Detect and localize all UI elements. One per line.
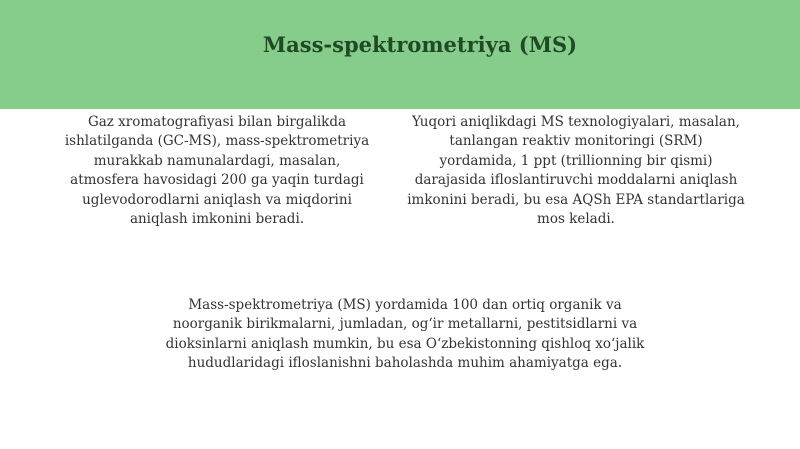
right-text-block <box>398 113 754 229</box>
right-text-line: imkonini beradi, bu esa AQSh EPA standartlariga <box>407 191 745 208</box>
slide-title: Mass-spektrometriya (MS) <box>262 32 578 57</box>
header-band <box>0 0 800 109</box>
bottom-text-line: dioksinlarni aniqlash mumkin, bu esa O‘zbekistonning qishloq xo‘jalik <box>165 335 645 352</box>
left-text-line: uglevodorodlarni aniqlash va miqdorini <box>82 191 352 208</box>
left-text-line: aniqlash imkonini beradi. <box>129 211 305 228</box>
bottom-text-block <box>150 296 660 374</box>
left-text-block <box>52 113 382 229</box>
left-text-line: atmosfera havosidagi 200 ga yaqin turdagi <box>70 172 364 189</box>
right-text-line: Yuqori aniqlikdagi MS texnologiyalari, masalan, <box>412 114 740 130</box>
bottom-text-line: Mass-spektrometriya (MS) yordamida 100 dan ortiq organik va <box>188 297 622 313</box>
right-text-line: mos keladi. <box>537 211 615 228</box>
left-text-line: Gaz xromatografiyasi bilan birgalikda <box>87 114 347 130</box>
bottom-text-line: hududlaridagi ifloslanishni baholashda muhim ahamiyatga ega. <box>187 355 623 372</box>
right-text-line: darajasida ifloslantiruvchi moddalarni aniqlash <box>414 172 738 189</box>
right-text-line: yordamida, 1 ppt (trillionning bir qismi) <box>439 152 713 169</box>
left-text-line: murakkab namunalardagi, masalan, <box>93 152 341 169</box>
right-text-line: tanlangan reaktiv monitoringi (SRM) <box>449 133 703 150</box>
bottom-text-line: noorganik birikmalarni, jumladan, og‘ir metallarni, pestitsidlarni va <box>172 316 638 333</box>
left-text-line: ishlatilganda (GC-MS), mass-spektrometriya <box>64 133 370 150</box>
